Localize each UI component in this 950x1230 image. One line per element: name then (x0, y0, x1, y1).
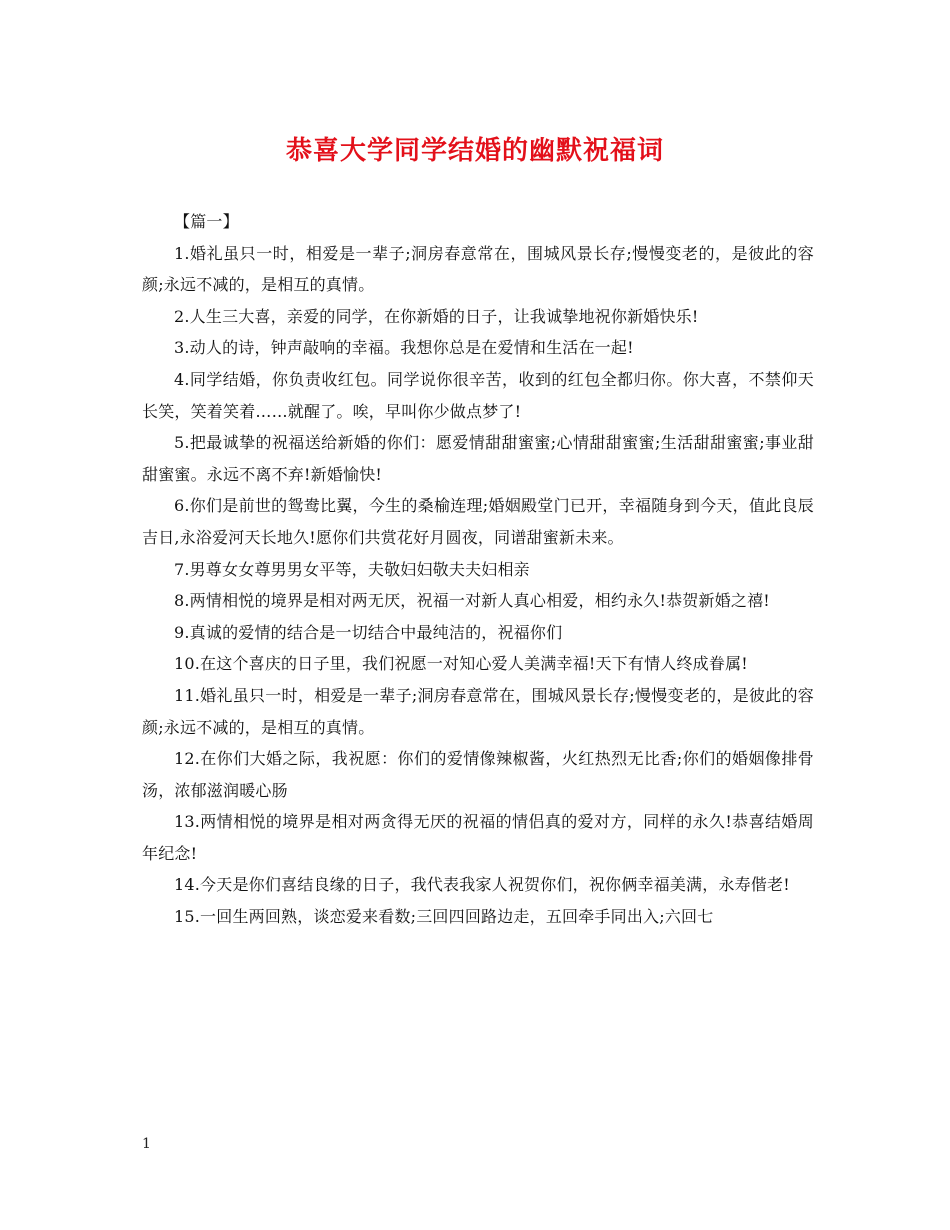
section-heading: 【篇一】 (174, 212, 239, 231)
paragraph-9: 9.真诚的爱情的结合是一切结合中最纯洁的，祝福你们 (174, 622, 563, 642)
paragraph-5: 5.把最诚挚的祝福送给新婚的你们：愿爱情甜甜蜜蜜;心情甜甜蜜蜜;生活甜甜蜜蜜;事业甜甜蜜蜜。永远不离不弃!新婚愉快! (142, 433, 814, 484)
paragraph-11: 11.婚礼虽只一时，相爱是一辈子;洞房春意常在，围城风景长存;慢慢变老的，是彼此的容颜;永远不减的，是相互的真情。 (142, 685, 814, 737)
paragraph-3: 3.动人的诗，钟声敲响的幸福。我想你总是在爱情和生活在一起! (174, 338, 634, 358)
paragraph-13: 13.两情相悦的境界是相对两贪得无厌的祝福的情侣真的爱对方，同样的永久!恭喜结婚周年纪念! (142, 812, 814, 863)
paragraph-8: 8.两情相悦的境界是相对两无厌，祝福一对新人真心相爱，相约永久!恭贺新婚之禧! (174, 591, 770, 611)
paragraph-2: 2.人生三大喜，亲爱的同学，在你新婚的日子，让我诚挚地祝你新婚快乐! (174, 306, 699, 326)
document-title: 恭喜大学同学结婚的幽默祝福词 (285, 136, 664, 166)
paragraph-15: 15.一回生两回熟，谈恋爱来看数;三回四回路边走，五回牵手同出入;六回七 (174, 907, 714, 927)
paragraph-6: 6.你们是前世的鸳鸯比翼，今生的桑榆连理;婚姻殿堂门已开，幸福随身到今天，值此良辰吉日,永浴爱河天长地久!愿你们共赏花好月圆夜，同谱甜蜜新未来。 (142, 496, 814, 547)
paragraph-10: 10.在这个喜庆的日子里，我们祝愿一对知心爱人美满幸福!天下有情人终成眷属! (174, 654, 748, 674)
paragraph-4: 4.同学结婚，你负责收红包。同学说你很辛苦，收到的红包全都归你。你大喜，不禁仰天长笑，笑着笑着……就醒了。唉，早叫你少做点梦了! (142, 369, 814, 421)
paragraph-7: 7.男尊女女尊男男女平等，夫敬妇妇敬夫夫妇相亲 (174, 559, 530, 579)
paragraph-1: 1.婚礼虽只一时，相爱是一辈子;洞房春意常在，围城风景长存;慢慢变老的，是彼此的容颜;永远不减的，是相互的真情。 (142, 243, 814, 295)
paragraph-12: 12.在你们大婚之际，我祝愿：你们的爱情像辣椒酱，火红热烈无比香;你们的婚姻像排骨汤，浓郁滋润暖心肠 (142, 749, 814, 800)
document-body (142, 206, 814, 933)
page-number: 1 (142, 1136, 151, 1152)
paragraph-14: 14.今天是你们喜结良缘的日子，我代表我家人祝贺你们，祝你俩幸福美满，永寿偕老! (174, 875, 790, 895)
